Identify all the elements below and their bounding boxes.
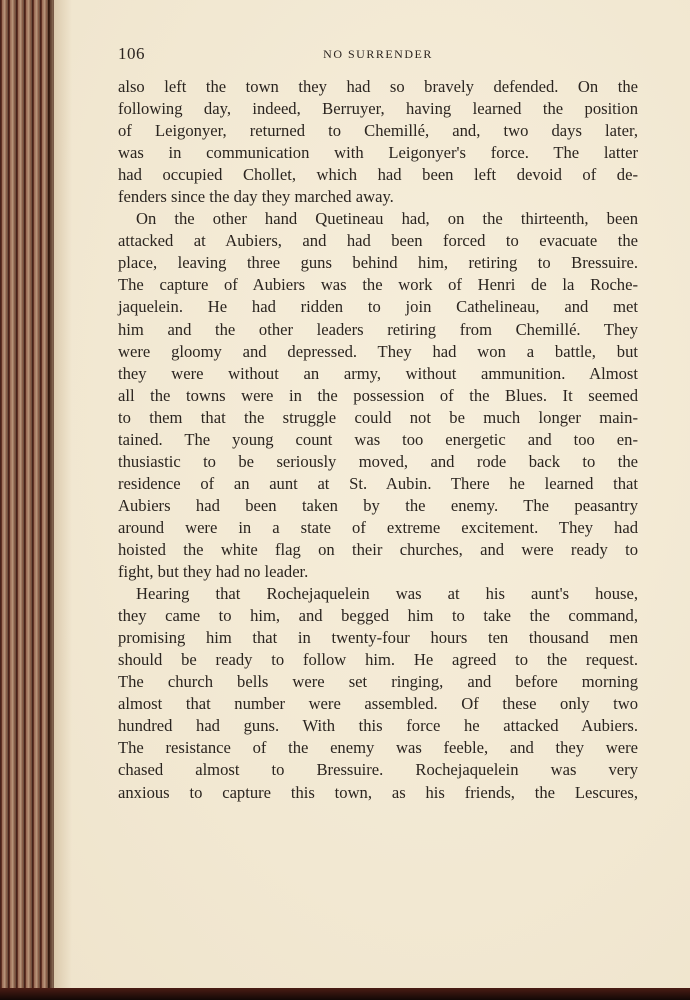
text-line: Aubiers had been taken by the enemy. The peasantry (118, 495, 638, 515)
text-line: The capture of Aubiers was the work of Henri de la Roche- (118, 275, 638, 295)
text-line: fenders since the day they marched away. (118, 187, 394, 207)
text-line: they were without an army, without ammunition. Almost (118, 363, 638, 383)
text-line: hundred had guns. With this force he attacked Aubiers. (118, 716, 638, 736)
text-line: around were in a state of extreme excitement. They had (118, 517, 638, 537)
text-line: all the towns were in the possession of the Blues. It seemed (118, 385, 638, 405)
text-line: hoisted the white flag on their churches, and were ready to (118, 539, 638, 559)
text-line: was in communication with Leigonyer's force. The latter (118, 143, 638, 163)
text-line: had occupied Chollet, which had been left devoid of de- (118, 165, 638, 185)
text-line: The church bells were set ringing, and before morning (118, 672, 638, 692)
page-header (118, 44, 638, 68)
text-line: almost that number were assembled. Of these only two (118, 694, 638, 714)
text-line: residence of an aunt at St. Aubin. There he learned that (118, 473, 638, 493)
text-line: Hearing that Rochejaquelein was at his aunt's house, (136, 584, 638, 604)
text-line: attacked at Aubiers, and had been forced to evacuate the (118, 231, 638, 251)
text-line: promising him that in twenty-four hours ten thousand men (118, 628, 638, 648)
text-line: were gloomy and depressed. They had won a battle, but (118, 341, 638, 361)
text-line: fight, but they had no leader. (118, 562, 309, 582)
book-bottom-edge (0, 988, 690, 1000)
text-line: following day, indeed, Berruyer, having learned the position (118, 99, 638, 119)
text-line: of Leigonyer, returned to Chemillé, and, two days later, (118, 121, 638, 141)
text-line: place, leaving three guns behind him, retiring to Bressuire. (118, 253, 638, 273)
text-line: they came to him, and begged him to take the command, (118, 606, 638, 626)
text-line: should be ready to follow him. He agreed to the request. (118, 650, 638, 670)
running-head: NO SURRENDER (323, 47, 433, 61)
body-text (118, 76, 638, 804)
text-line: thusiastic to be seriously moved, and rode back to the (118, 451, 638, 471)
text-line: On the other hand Quetineau had, on the thirteenth, been (136, 209, 638, 229)
text-line: him and the other leaders retiring from Chemillé. They (118, 319, 638, 339)
text-line: tained. The young count was too energetic and too en- (118, 429, 638, 449)
page-number: 106 (118, 44, 145, 63)
text-line: chased almost to Bressuire. Rochejaquelein was very (118, 760, 638, 780)
text-line: jaquelein. He had ridden to join Cathelineau, and met (118, 297, 638, 317)
text-line: The resistance of the enemy was feeble, and they were (118, 738, 638, 758)
text-line: anxious to capture this town, as his friends, the Lescures, (118, 782, 638, 802)
text-line: to them that the struggle could not be much longer main- (118, 407, 638, 427)
book-spine-page-edges (0, 0, 54, 1000)
text-line: also left the town they had so bravely defended. On the (118, 77, 638, 96)
